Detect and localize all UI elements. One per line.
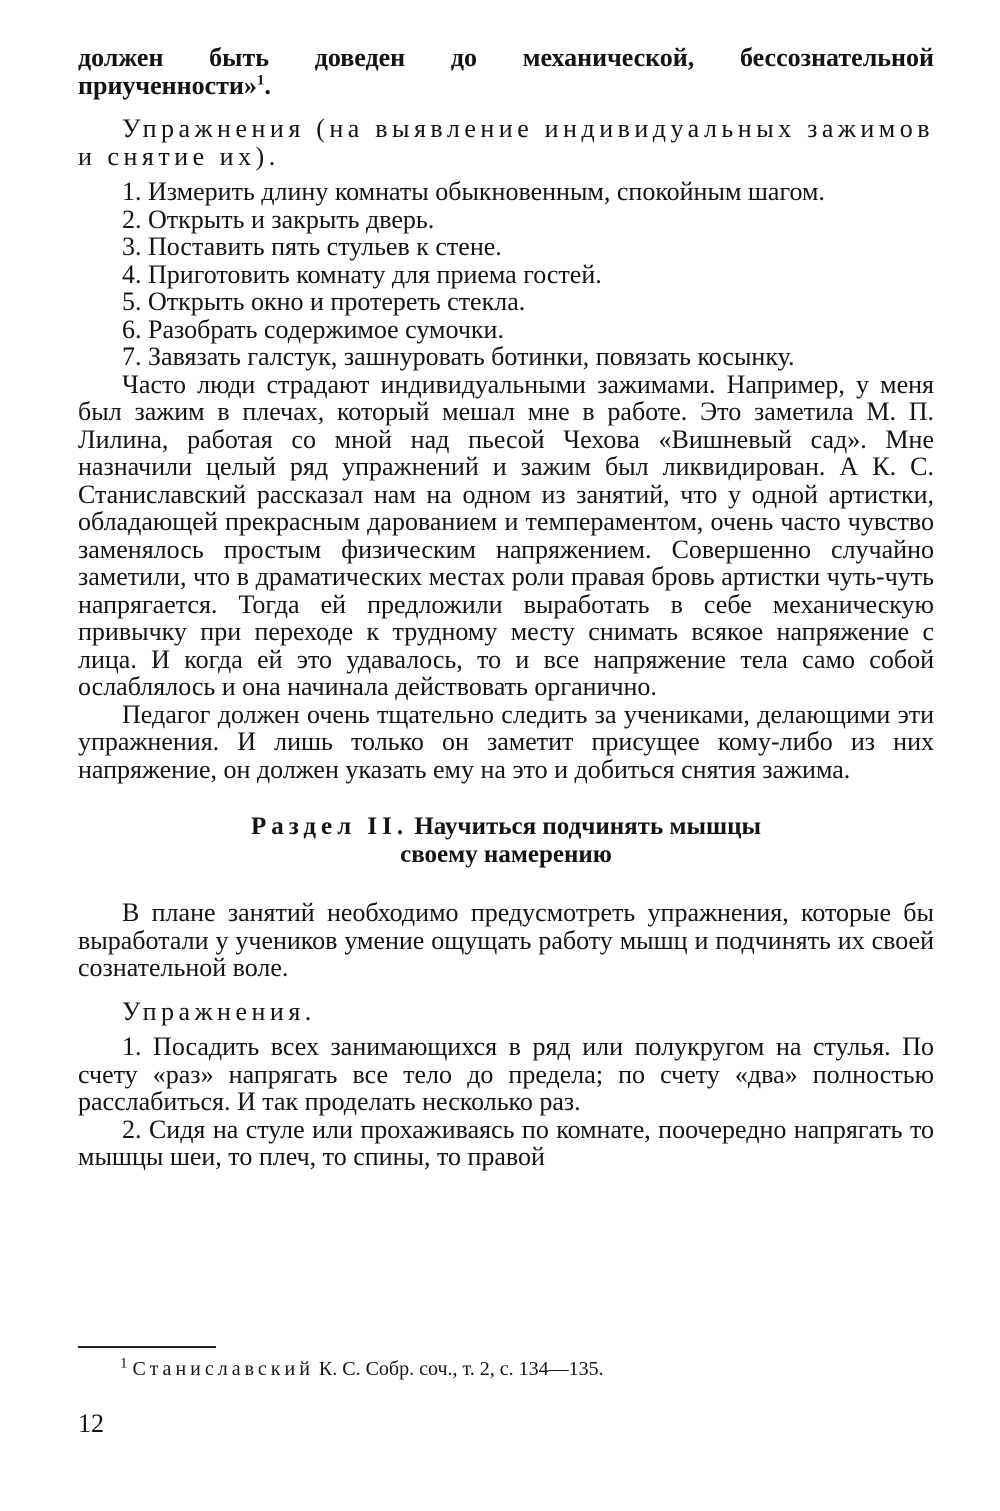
footnote-citation: К. С. Собр. соч., т. 2, с. 134—135. <box>318 1358 604 1380</box>
body-paragraph: В плане занятий необходимо предусмотреть упражнения, которые бы выработали у учеников умение ощущать работу мышц и подчинять их своей сознательной воле. <box>78 898 934 982</box>
continuation-text: должен быть доведен до механической, бессознательной приученности»$^1$. <box>78 43 934 100</box>
list-item: 1. Измерить длину комнаты обыкновенным, спокойным шагом. <box>122 177 825 206</box>
body-paragraph: Часто люди страдают индивидуальными зажимами. Например, у меня был зажим в плечах, который мешал мне в работе. Это заметила М. П. Лилина, работая со мной над пьесой Чехова «Вишневый сад». Мне назначили целый ряд упражнений и зажим был ликвидирован. А К. С. Станиславский рассказал нам на одном из занятий, что у одной артистки, обладающей прекрасным дарованием и темпераментом, очень часто чувство заменялось простым физическим напряжением. Совершенно случайно заметили, что в драматических местах роли правая бровь артистки чуть-чуть напрягается. Тогда ей предложили выработать в себе механическую привычку при переходе к трудному месту снимать всякое напряжение с лица. И когда ей это удавалось, то и все напряжение тела само собой ослаблялось и она начинала действовать органично. <box>78 369 934 701</box>
section-label: Раздел II. <box>251 813 409 840</box>
footnote-ref: 1 <box>256 71 265 88</box>
page-number: 12 <box>78 1409 104 1438</box>
page-body <box>78 44 934 1171</box>
footnote-divider <box>78 1346 216 1348</box>
exercises-heading-1: Упражнения (на выявление индивидуальных зажимов и снятие их). <box>78 114 934 171</box>
footnote-mark: 1 <box>120 1355 128 1372</box>
body-paragraph: Педагог должен очень тщательно следить за учениками, делающими эти упражнения. И лишь только он заметит присущее кому-либо из них напряжение, он должен указать ему на это и добиться снятия зажима. <box>78 699 934 784</box>
list-item: 5. Открыть окно и протереть стекла. <box>122 287 526 316</box>
footnote-author: Станиславский <box>132 1358 314 1380</box>
section-heading <box>78 813 934 869</box>
list-item: 4. Приготовить комнату для приема гостей. <box>122 259 602 289</box>
list-item: 3. Поставить пять стульев к стене. <box>122 232 502 261</box>
section-title-line-1: Научиться подчинять мышцы <box>414 813 761 840</box>
exercises-heading-2: Упражнения. <box>122 996 316 1026</box>
list-item: 6. Разобрать содержимое сумочки. <box>122 314 504 344</box>
list-item: 2. Сидя на стуле или прохаживаясь по комнате, поочередно напрягать то мышцы шеи, то плеч, то спины, то правой <box>78 1114 934 1171</box>
footnote <box>120 1357 604 1381</box>
exercise-list-1 <box>78 178 934 371</box>
list-item: 7. Завязать галстук, зашнуровать ботинки, повязать косынку. <box>122 342 795 371</box>
exercise-list-2 <box>78 1033 934 1171</box>
list-item: 2. Открыть и закрыть дверь. <box>122 204 435 234</box>
list-item: 1. Посадить всех занимающихся в ряд или полукругом на стулья. По счету «раз» напрягать все тело до предела; по счету «два» полностью расслабиться. И так проделать несколько раз. <box>78 1032 934 1116</box>
section-title-line-2: своему намерению <box>400 841 612 868</box>
